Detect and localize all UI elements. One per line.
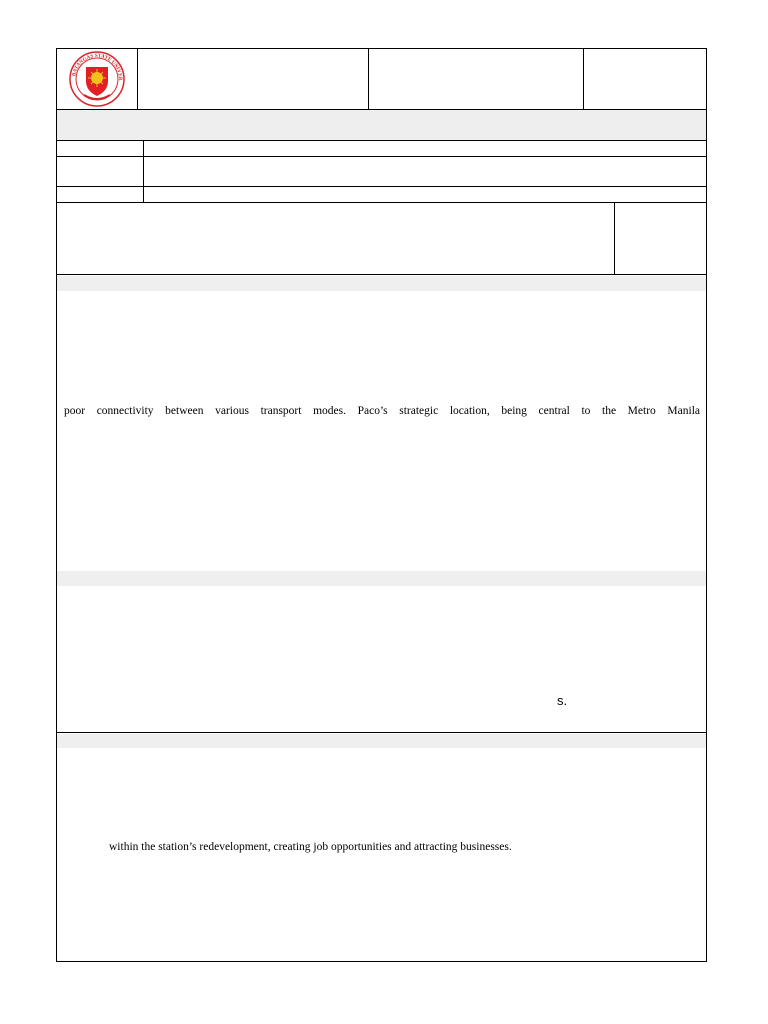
project-title-cell bbox=[56, 202, 615, 275]
form-title-bar bbox=[56, 109, 707, 141]
info-label-cell-1 bbox=[56, 140, 144, 157]
seal-text: BATANGAS STATE UNIVER bbox=[71, 52, 124, 81]
header-document-code-cell bbox=[368, 48, 584, 110]
info-value-cell-2 bbox=[143, 156, 707, 187]
section-divider bbox=[57, 732, 706, 733]
project-code-cell bbox=[614, 202, 707, 275]
header-logo-cell bbox=[56, 48, 138, 110]
significance-section-header bbox=[57, 734, 706, 748]
info-value-cell-3 bbox=[143, 186, 707, 203]
info-value-cell-1 bbox=[143, 140, 707, 157]
main-body bbox=[56, 274, 707, 962]
info-label-cell-2 bbox=[56, 156, 144, 187]
significance-section-line: within the station’s redevelopment, creating job opportunities and attracting businesses. bbox=[109, 841, 512, 853]
objectives-section-fragment: s. bbox=[557, 693, 568, 708]
header-revision-cell bbox=[583, 48, 707, 110]
university-seal-logo bbox=[66, 51, 128, 107]
header-title-cell bbox=[137, 48, 369, 110]
info-label-cell-3 bbox=[56, 186, 144, 203]
objectives-section-header bbox=[57, 571, 706, 586]
background-section-header bbox=[57, 276, 706, 291]
background-section-line: poor connectivity between various transport modes. Paco’s strategic location, being central to the Metro Manila bbox=[64, 405, 700, 417]
